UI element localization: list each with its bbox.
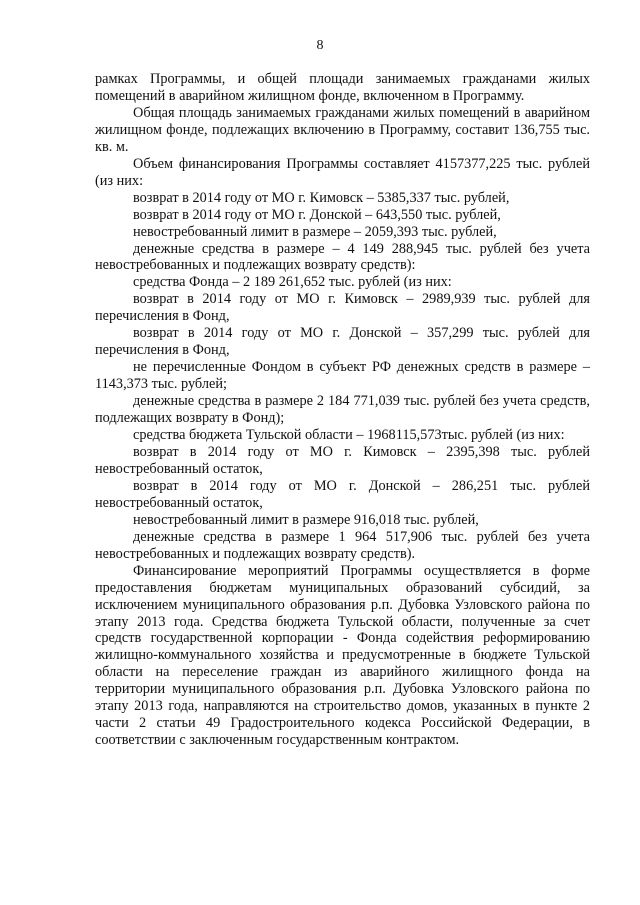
paragraph: возврат в 2014 году от МО г. Донской – 286,251 тыс. рублей невостребованный остаток, [95,477,590,511]
paragraph: денежные средства в размере – 4 149 288,945 тыс. рублей без учета невостребованных и подлежащих возврату средств): [95,240,590,274]
paragraph: возврат в 2014 году от МО г. Донской – 357,299 тыс. рублей для перечисления в Фонд, [95,325,590,359]
paragraph: невостребованный лимит в размере – 2059,393 тыс. рублей, [133,223,497,240]
paragraph: Объем финансирования Программы составляет 4157377,225 тыс. рублей (из них: [95,155,590,189]
document-body [95,71,590,749]
paragraph: средства бюджета Тульской области – 1968115,573тыс. рублей (из них: [133,427,565,444]
paragraph: невостребованный лимит в размере 916,018 тыс. рублей, [133,511,479,528]
paragraph: денежные средства в размере 2 184 771,039 тыс. рублей без учета средств, подлежащих возврату в Фонд); [95,393,590,427]
paragraph: возврат в 2014 году от МО г. Кимовск – 2989,939 тыс. рублей для перечисления в Фонд, [95,291,590,325]
paragraph: средства Фонда – 2 189 261,652 тыс. рублей (из них: [133,274,452,291]
paragraph: денежные средства в размере 1 964 517,906 тыс. рублей без учета невостребованных и подлежащих возврату средств). [95,528,590,562]
paragraph: рамках Программы, и общей площади занимаемых гражданами жилых помещений в аварийном жилищном фонде, включенном в Программу. [95,71,590,104]
paragraph: не перечисленные Фондом в субъект РФ денежных средств в размере – 1143,373 тыс. рублей; [95,359,590,393]
paragraph: возврат в 2014 году от МО г. Донской – 643,550 тыс. рублей, [133,206,501,223]
paragraph: Общая площадь занимаемых гражданами жилых помещений в аварийном жилищном фонде, подлежащих включению в Программу, составит 136,755 тыс. кв. м. [95,104,590,155]
paragraph: Финансирование мероприятий Программы осуществляется в форме предоставления бюджетам муниципальных образований субсидий, за исключением муниципального образования р.п. Дубовка Узловского района по этапу 2013 года. Средства бюджета Тульской области, полученные за счет средств государственной корпорации - Фонда содействия реформированию жилищно-коммунального хозяйства и предусмотренные в бюджете Тульской области на переселение граждан из аварийного жилищного фонда на территории муниципального образования р.п. Дубовка Узловского района по этапу 2013 года, направляются на строительство домов, указанных в пункте 2 части 2 статьи 49 Градостроительного кодекса Российской Федерации, в соответствии с заключенным государственным контрактом. [95,562,590,749]
paragraph: возврат в 2014 году от МО г. Кимовск – 2395,398 тыс. рублей невостребованный остаток, [95,443,590,477]
paragraph: возврат в 2014 году от МО г. Кимовск – 5385,337 тыс. рублей, [133,189,510,206]
page-number: 8 [316,38,324,53]
